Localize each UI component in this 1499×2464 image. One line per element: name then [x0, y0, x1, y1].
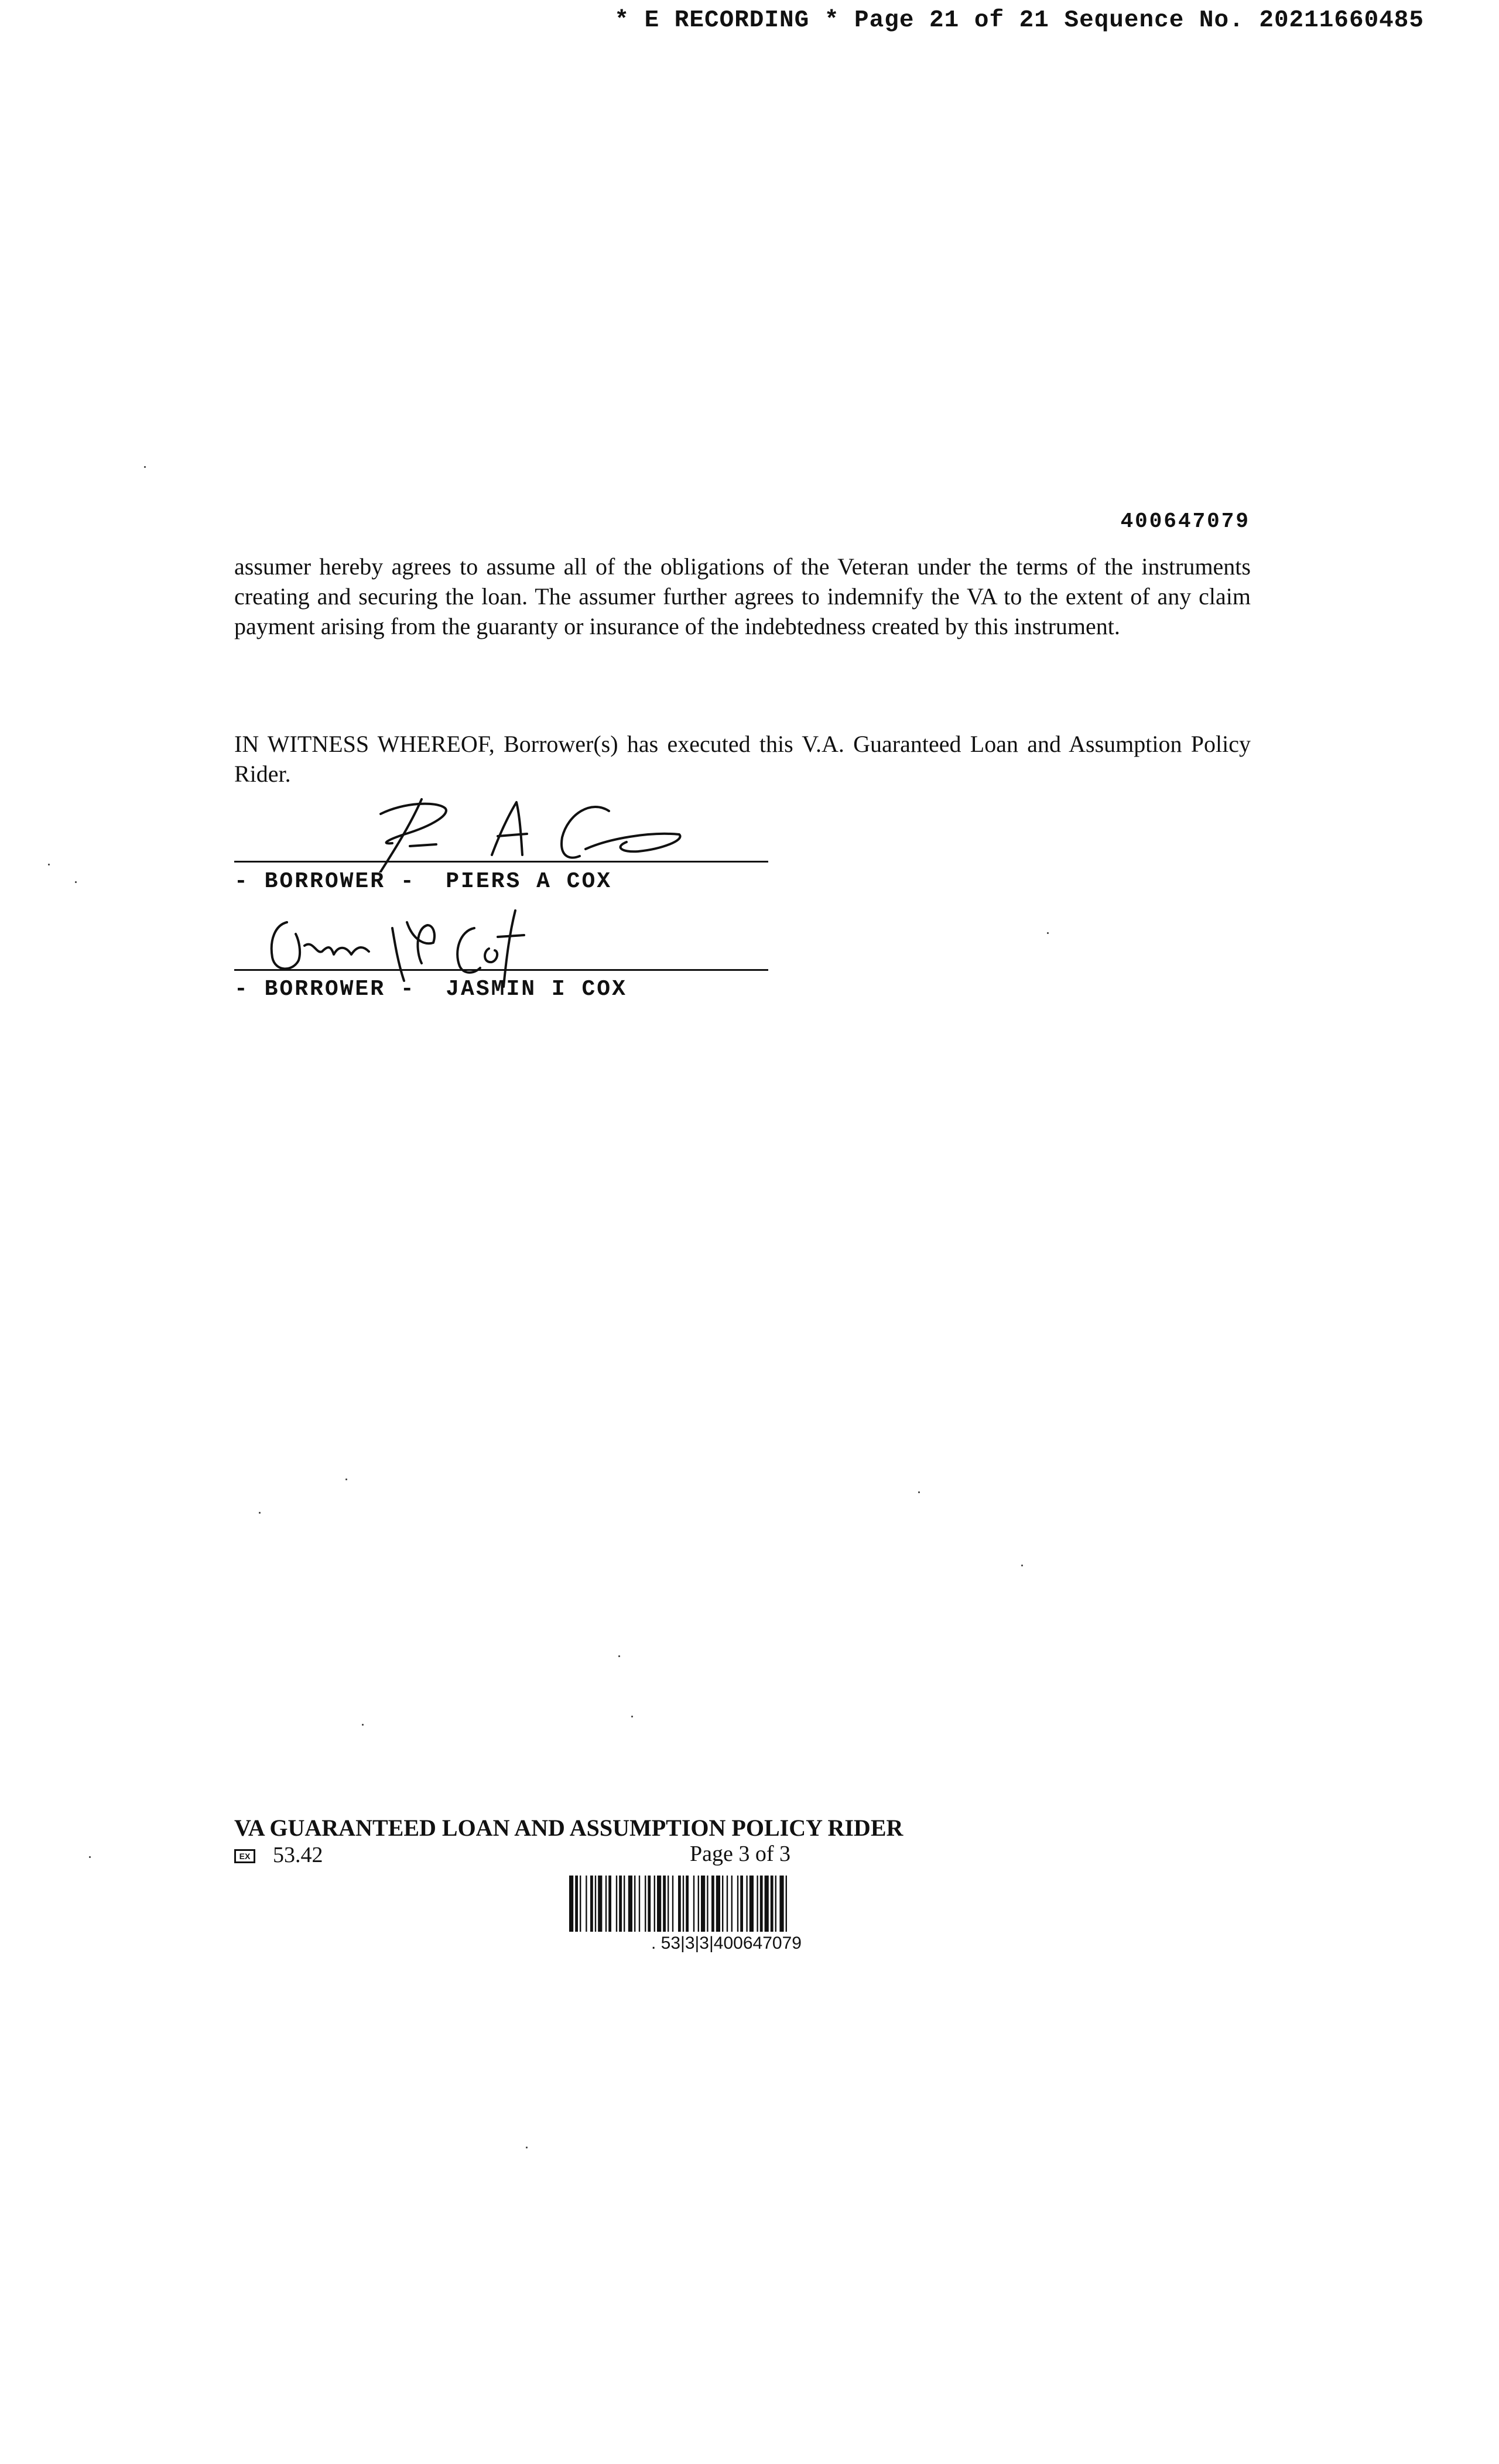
barcode-bar: [616, 1876, 617, 1932]
barcode-bar: [575, 1876, 578, 1932]
barcode-bar: [595, 1876, 596, 1932]
barcode-bar: [605, 1876, 607, 1932]
barcode-bar: [663, 1876, 666, 1932]
scan-speck: [1047, 932, 1049, 934]
barcode-bar: [716, 1876, 720, 1932]
scan-speck: [618, 1655, 620, 1657]
barcode-bar: [590, 1876, 593, 1932]
barcode-bar: [672, 1876, 673, 1932]
barcode-bar: [678, 1876, 681, 1932]
scan-speck: [48, 864, 50, 865]
scan-speck: [259, 1512, 261, 1514]
barcode-bar: [580, 1876, 581, 1932]
scan-speck: [75, 881, 77, 883]
barcode-bar: [771, 1876, 774, 1932]
barcode-bar: [701, 1876, 705, 1932]
witness-paragraph: IN WITNESS WHEREOF, Borrower(s) has executed this V.A. Guaranteed Loan and Assumption Policy Rider.: [234, 731, 1251, 787]
barcode-bar: [693, 1876, 694, 1932]
barcode-bar: [668, 1876, 669, 1932]
barcode-bar: [586, 1876, 587, 1932]
barcode-bar: [746, 1876, 747, 1932]
scan-speck: [918, 1491, 920, 1493]
barcode-bar: [628, 1876, 632, 1932]
barcode-bar: [779, 1876, 783, 1932]
barcode-bar: [711, 1876, 714, 1932]
barcode-bar: [740, 1876, 743, 1932]
borrower-caption: - BORROWER - JASMIN I COX: [234, 977, 627, 1002]
barcode-bar: [569, 1876, 573, 1932]
barcode-bar: [645, 1876, 646, 1932]
form-number: 53.42: [273, 1843, 323, 1867]
barcode-bar: [598, 1876, 602, 1932]
barcode-bar: [608, 1876, 611, 1932]
scan-speck: [362, 1724, 364, 1726]
barcode-bar: [750, 1876, 754, 1932]
recording-stamp-header: * E RECORDING * Page 21 of 21 Sequence No. 20211660485: [614, 7, 1424, 34]
scan-speck: [526, 2147, 528, 2148]
barcode-text: . 53|3|3|400647079: [651, 1933, 802, 1953]
barcode-bar: [722, 1876, 723, 1932]
barcode-bar: [624, 1876, 625, 1932]
scan-speck: [631, 1716, 633, 1717]
barcode-bar: [765, 1876, 769, 1932]
signature-piers-cox: [334, 790, 697, 872]
barcode-bar: [683, 1876, 684, 1932]
barcode: [568, 1876, 919, 1932]
barcode-bar: [786, 1876, 787, 1932]
barcode-bar: [639, 1876, 640, 1932]
page-indicator: Page 3 of 3: [690, 1842, 791, 1866]
barcode-bar: [775, 1876, 776, 1932]
barcode-bar: [686, 1876, 689, 1932]
scan-speck: [89, 1856, 91, 1858]
signature-line: [234, 861, 768, 863]
borrower-caption: - BORROWER - PIERS A COX: [234, 869, 612, 894]
barcode-bar: [619, 1876, 622, 1932]
body-paragraph: assumer hereby agrees to assume all of the obligations of the Veteran under the terms of the instruments creating and securing the loan. The assumer further agrees to indemnify the VA to the extent of any claim payment arising from the guaranty or insurance of the indebtedness created by this instrument.: [234, 553, 1251, 639]
barcode-bar: [698, 1876, 699, 1932]
signature-line: [234, 969, 768, 971]
barcode-bar: [737, 1876, 738, 1932]
barcode-bar: [731, 1876, 733, 1932]
scan-speck: [345, 1479, 347, 1480]
barcode-bar: [657, 1876, 661, 1932]
loan-number: 400647079: [1120, 509, 1250, 533]
barcode-bar: [648, 1876, 651, 1932]
form-title: VA GUARANTEED LOAN AND ASSUMPTION POLICY RIDER: [234, 1815, 903, 1841]
barcode-bar: [757, 1876, 758, 1932]
barcode-bar: [654, 1876, 655, 1932]
barcode-bar: [760, 1876, 763, 1932]
scan-speck: [1021, 1565, 1023, 1566]
barcode-bar: [707, 1876, 708, 1932]
form-logo-icon: EX: [234, 1849, 255, 1863]
barcode-bar: [634, 1876, 635, 1932]
barcode-bar: [727, 1876, 728, 1932]
scan-speck: [144, 466, 146, 468]
